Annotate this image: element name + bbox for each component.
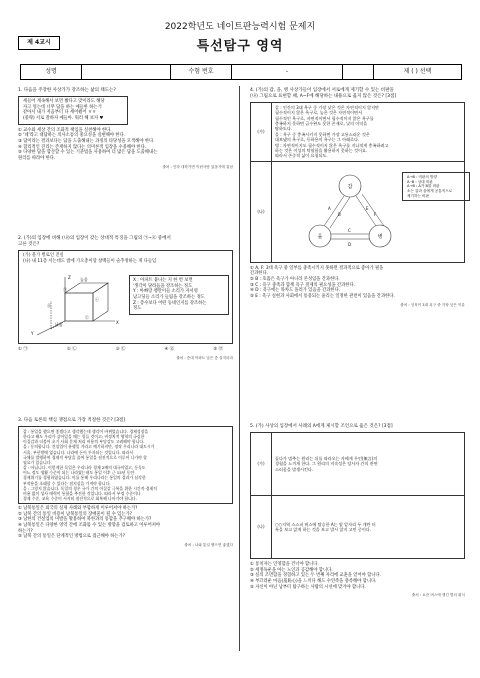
question-4 bbox=[250, 88, 465, 308]
q5-options bbox=[250, 562, 465, 590]
q1-option[interactable]: ① 교수와 세상 간의 조화적 책임을 실천해야 한다. bbox=[18, 127, 112, 133]
q5-ga-line: 경험을 느끼게 한다. 그 원리의 지속성은 당사자 간의 관연 bbox=[275, 461, 378, 467]
q5-option[interactable]: ① 통치자는 인영합을 건너야 합니다. bbox=[250, 561, 319, 567]
q2-legend-line: '생각이 당라듬을 강조하는 정도 bbox=[133, 283, 193, 289]
q4-node-eul: 을 bbox=[317, 233, 323, 240]
q4-diagram-cell bbox=[272, 161, 465, 262]
q4-key-line: 제기하는 비판 bbox=[407, 193, 429, 198]
q5-na-line: 특을 보고 앉게 하는 것을 보고 발시 앉지 고민 중이다. bbox=[275, 526, 372, 532]
q2-legend-line: 정도 bbox=[133, 306, 142, 312]
q3-option[interactable]: ③ 남한의 건설업의 미발을 활용하여 북한과의 통합을 추구해야 하는가? bbox=[18, 517, 152, 523]
q4-ga-line: 따라서 존중적 삶이 요청되도. bbox=[275, 153, 328, 159]
q3-title: 3. 다음 토론의 핵심 쟁점으로 가장 적절한 것은? [3점] bbox=[18, 418, 126, 423]
q1-option[interactable]: ③ 답이라는 결과보다는 답을 도출해내는 과정의 타당성을 모색해야 한다. bbox=[18, 138, 155, 144]
q4-table bbox=[250, 102, 465, 263]
q4-ga-line: 을 : 욕구 중 충족시키지 못하면 가장 고통스러운 것은 bbox=[275, 131, 370, 137]
q2-title-line: 2. (가)의 입장에 비해 (나)의 입장이 갖는 상대적 특징을 그림의 ㉠~㉣ 중에서 bbox=[18, 236, 171, 241]
q5-option[interactable]: ④ 부끄러운 마음(羞恥心)을 느끼다 해도 수연족을 충족해야 합니다. bbox=[250, 578, 377, 584]
q4-key-line: 소는 갑과 을에게 공통적으로 bbox=[407, 188, 453, 193]
q4-ga-line: 하는 것은 이성의 탁월함을 활용하지 못하는 것이요. bbox=[275, 148, 368, 153]
question-3 bbox=[18, 418, 233, 548]
q2-legend-line: Z : 층수보다 어떤 동네인지를 강조하는 bbox=[133, 300, 207, 306]
q2-axis-low: 낮음 bbox=[55, 321, 63, 327]
q4-ga-content bbox=[272, 102, 465, 161]
column-divider bbox=[239, 86, 240, 651]
q4-title bbox=[250, 88, 465, 100]
q1-option[interactable]: ⑤ 다양한 답을 합산할 수 있는 기준법을 사용하여 더 많은 답을 도출해내는 bbox=[18, 150, 158, 156]
q4-option[interactable]: ② B : 호흡은 욕구가 아니라 본성임을 간과한다. bbox=[250, 277, 340, 283]
q5-option[interactable]: ② 세정독운을 아는 노인과 공감해야 합니다. bbox=[250, 567, 333, 573]
q4-ga-line: 필수적이지 않은 욕구로, 높은 것은 자연적이면서 bbox=[275, 110, 362, 116]
q3-box-line: 서울, 부산밖에 없습니다. 나라에 돈이 투자되는 것입니다. 따라서 bbox=[23, 449, 134, 455]
exam-no-label: 수험 번호 bbox=[171, 65, 232, 79]
q4-edge-c: C bbox=[348, 227, 351, 233]
choice-label: 제 ( ) 선택 bbox=[403, 68, 432, 76]
q2-choice[interactable]: ③ ㉢ bbox=[115, 346, 126, 352]
q2-mark-4: ㉣ bbox=[47, 302, 51, 308]
q4-edge-d: D bbox=[348, 241, 352, 247]
q3-debate-box bbox=[18, 426, 233, 504]
q1-option[interactable]: ④ 합리적인 진리는 존재하지 않다는 의미론적 입장을 수용해야 한다. bbox=[18, 144, 147, 150]
name-label: 성명 bbox=[21, 65, 82, 79]
q1-title: 1. 다음을 주장한 사상가가 강조하는 삶의 태도는? bbox=[18, 88, 116, 93]
q3-box-line: 필요가 있습니다. bbox=[23, 459, 52, 465]
q1-passage-line: 자고 엉는데 너무 답을 하는 예들한 하는거 bbox=[23, 104, 102, 110]
question-5 bbox=[250, 424, 465, 598]
q3-box-line: 비용 없이 성사 매력이 통합을 추진한 것입니다. 따라서 부정 수준이나 bbox=[23, 490, 141, 496]
q1-passage-line: 세들어 계속해서 보면 봤다고 맞이라도 해당 bbox=[23, 98, 105, 104]
q3-option[interactable]: ② 남북 간의 통일 비용이 남북통일의 장애물이 될 수 있는가? bbox=[18, 511, 132, 517]
q2-axis-y: Y bbox=[31, 330, 34, 336]
q1-passage-box bbox=[18, 96, 128, 125]
exam-title: 2022학년도 네이트판능력시험 문제지 bbox=[164, 22, 316, 32]
q4-option[interactable]: ③ C : 욕구 충족과 함께 욕구 절제의 필요성을 간과한다. bbox=[250, 282, 355, 288]
q5-ga-line: 스러움을 발생시킨다. bbox=[275, 466, 314, 472]
q4-edge-b: B bbox=[338, 211, 341, 217]
q4-key-line: A→B : A가 B를 비판 bbox=[407, 184, 440, 189]
q4-option[interactable]: ④ D : 욕구에는 목차도 돌려가 있음을 간과한다. bbox=[250, 288, 341, 294]
q4-ga-line: 대보냈의 욕구로, 등하용의 욕구는 그 아래로다. bbox=[275, 137, 360, 143]
q4-ga-line: 갑 : 인간의 3대 욕구 중 가장 낮은 것은 자연적이지 않지만 bbox=[275, 104, 379, 110]
q4-key-line: A→B : 비판의 방향 bbox=[407, 174, 437, 179]
q2-passage-text: (나) 내 11층 서는데도 밤에 가오총이랑 창백들이 술추정하는 게 다들임 bbox=[23, 258, 157, 264]
q2-3d-axes bbox=[25, 271, 125, 337]
q4-option[interactable]: ⑤ E : 욕구 실현과 사회에서 통용되는 윤리는 일정한 관련이 있음을 간과한다. bbox=[250, 294, 395, 300]
q1-option[interactable]: ② '네'라고 대답하는 의사소통의 중요성을 실현해야 한다. bbox=[18, 133, 126, 139]
q4-ga-line: 충족하지 못하면 급수완도 못한 존재로, 낮의 이익을 bbox=[275, 121, 368, 127]
q3-box-line: 한다고 해도 우리가 살아있을 때는 힘들 것이고; 비정치적 영역의 국실한 bbox=[23, 434, 145, 440]
q5-title: 5. (가) 사상의 입장에서 사례의 A에게 제시할 조언으로 옳은 것은? [3점] bbox=[250, 424, 393, 429]
exam-no-field[interactable] bbox=[232, 65, 343, 79]
q4-title-line: 4. (가)의 갑, 을, 병 사상가들이 입장에서 서로에게 제기할 수 있는 비판을 bbox=[250, 88, 394, 93]
subject-title: 특선탐구 영역 bbox=[196, 39, 284, 54]
q2-legend-line: X : 아파트 붙나는 지 한 번 보면 bbox=[133, 277, 193, 283]
q4-edge-e: E bbox=[366, 205, 369, 211]
q2-choice[interactable]: ① ㉠ bbox=[18, 346, 28, 352]
q5-table bbox=[250, 432, 465, 559]
q2-passage-box bbox=[18, 250, 233, 344]
q5-na-line: ○○지역 스스퍼 버스에 탑승한 A는 옆 앞자리 두 개만 터 bbox=[275, 521, 376, 527]
q2-legend-line: 남고딩들 소리가 들림을 강조하는 정도 bbox=[133, 294, 205, 300]
q4-ga-line: 탐하도다. bbox=[275, 126, 293, 132]
q5-ga-line: 돌다가 멈추는 원리는 뒤를 따라오는 자에게 무언(無言)의 bbox=[275, 455, 378, 461]
q4-node-byeong: 병 bbox=[377, 233, 383, 240]
q5-label-ga: (가) bbox=[251, 432, 272, 495]
q2-choices bbox=[18, 347, 233, 353]
q4-node-gap: 갑 bbox=[347, 183, 353, 190]
q3-box-line: 을 : 그렇지 않습니다. 독일의 경우 국가 간의 이질감 극복을 위한 시간적·경제적 bbox=[23, 485, 157, 491]
q4-key-line: A··B : 상대 비판 bbox=[407, 179, 433, 184]
q2-legend-line: Y : 아빠랑 챙만이들 소리가 자서영 bbox=[133, 289, 198, 295]
q2-mark-2: ㉡ bbox=[95, 296, 99, 302]
q3-box-line: 을 : 동의합니다. 건설업이 유행일 거라고 예기하지만, 정작 우리나라 대도시가 bbox=[23, 444, 155, 450]
exam-no-dash: - bbox=[285, 68, 289, 76]
q1-option[interactable]: 원리를 따라야 한다. bbox=[18, 155, 56, 161]
q5-na-content bbox=[272, 495, 465, 558]
q5-label-na: (나) bbox=[251, 495, 272, 558]
q1-passage-line: (중략) 서로 잘하자 예들아. 워러 해 보자 ♥ bbox=[23, 115, 104, 121]
q4-label-na: (나) bbox=[251, 161, 272, 262]
q2-mark-3: ㉢ bbox=[85, 314, 89, 320]
q2-passage-label: (가) 묻가 벌로인 진실 bbox=[23, 252, 64, 258]
q3-option[interactable]: ① 남북통일은 외국의 실제 사례와 부합하게 이루어져야 하는가? bbox=[18, 506, 138, 512]
question-2 bbox=[18, 236, 233, 360]
q3-box-line: 이질감과 더불어 초기 사회 문제 처리 비용의 부담감도 고려해야 합니다. bbox=[23, 439, 145, 445]
q2-axis-z: Z bbox=[68, 274, 71, 280]
name-field[interactable] bbox=[82, 65, 171, 79]
q3-options bbox=[18, 506, 233, 540]
q4-edge-f: F bbox=[374, 211, 377, 217]
q5-option[interactable]: ⑤ 자신이 아닌 남부터 탐구하는 사람의 시선에 맞겨야 합니다. bbox=[250, 584, 366, 590]
q2-axis-x: X bbox=[116, 319, 119, 325]
name-bar bbox=[20, 64, 462, 80]
q4-title-line: (나) 그림으로 표현할 때, A~F에 해당하는 내용으로 옳지 않은 것은? [3점] bbox=[250, 93, 397, 99]
blank-cell bbox=[343, 65, 374, 79]
q3-box-line: 경제위기를 경험하였습니다. 이를 통해 우리나라는 통일의 결과가 심각한 bbox=[23, 475, 146, 481]
q4-option[interactable]: ① A, F: 3대 욕구 중 일부를 충족시키지 못하면 결과적으로 좋아가 필을 bbox=[250, 265, 384, 271]
q3-box-line: 부작용을 초래할 수 있다는 점지실을 가져야 합니다. bbox=[23, 480, 111, 486]
q2-axis-high: 높음 bbox=[80, 276, 88, 282]
q4-options bbox=[250, 266, 465, 300]
q1-options bbox=[18, 128, 233, 162]
q4-label-ga: (가) bbox=[251, 102, 272, 161]
q4-diagram-key bbox=[402, 172, 470, 202]
q2-source: 출처 : 층대 아파트 낮은 층 살지마라 bbox=[176, 355, 233, 360]
q5-option[interactable]: ③ 실의 조면함을 경험하고 있는 두 번째 자리에 교훈을 얻어야 합니다. bbox=[250, 573, 381, 579]
q2-mark-1: ㉠ bbox=[63, 286, 67, 292]
q3-source: 출처 : 나와 통일 했으면 좋겠다 bbox=[184, 543, 233, 548]
question-1 bbox=[18, 88, 233, 169]
q4-edge-a: A bbox=[328, 205, 331, 211]
q1-passage-line: 같아서 내가 저음부터 다 세어줬어 ㅎㅎ bbox=[23, 110, 97, 116]
q5-ga-content bbox=[272, 432, 465, 495]
q3-option[interactable]: 하는가? bbox=[18, 528, 33, 534]
q4-ga-line: 병 : 자연적이지도 필수적이지 않은 욕구를 지나치게 충족하려고 bbox=[275, 142, 389, 148]
q3-option[interactable]: ⑤ 남북 간의 통일은 단계적인 방법으로 접근해야 하는가? bbox=[18, 534, 126, 540]
q3-box-line: 경제 수준, 교육 수준이 서서히 점진적으로 회복해 나아가야 합니다. bbox=[23, 495, 137, 501]
q2-choice[interactable]: ⑤ ㉤ bbox=[213, 346, 223, 352]
q1-source: 출처 : 인하 대학가면 이런사람 있을거에 겁남 bbox=[162, 164, 233, 169]
q4-source: 출처 : 잉육이 3대 욕구 중 가장 낮은 이유 bbox=[400, 302, 465, 307]
q4-option[interactable]: 간과한다. bbox=[250, 271, 268, 277]
q2-title-line: 고른 것은? bbox=[18, 241, 40, 247]
q2-legend bbox=[129, 275, 229, 315]
q2-title bbox=[18, 236, 233, 248]
period-label: 제 4교시 bbox=[18, 36, 60, 50]
q4-ga-line: 필수적인 욕구로, 자연적이면서 필수적이지 않은 욕구를 bbox=[275, 115, 374, 121]
q2-choice[interactable]: ④ ㉣ bbox=[164, 346, 175, 352]
q3-option[interactable]: ④ 남북통일은 다양한 영역 간에 조화롭 수 있는 방향을 검토하고 이루어져야 bbox=[18, 523, 161, 529]
q3-box-line: 국채를 발행하여 경제적 부담을 줄여 통일을 점진적으로 이루어 나가야 할 bbox=[23, 454, 147, 460]
q5-source: 출처 : 요즘 버스에 생긴 별의 취식 bbox=[411, 593, 465, 598]
q3-box-line: 갑 : 아닙니다. 이렇게한 독일은 우리나라 경제 2배의 대국이었고, 동독도 bbox=[23, 465, 146, 471]
q2-choice[interactable]: ② ㉡ bbox=[66, 346, 77, 352]
q3-box-line: 어느 정도 생활 수준이 되는 나라였는데도 통일 이후 근 15년 동안 bbox=[23, 470, 135, 476]
q3-box-line: 갑 : 통일을 했으면 좋겠다고 생각했는데 생각이 바뀌었습니다. 경제성장을 bbox=[23, 428, 149, 434]
